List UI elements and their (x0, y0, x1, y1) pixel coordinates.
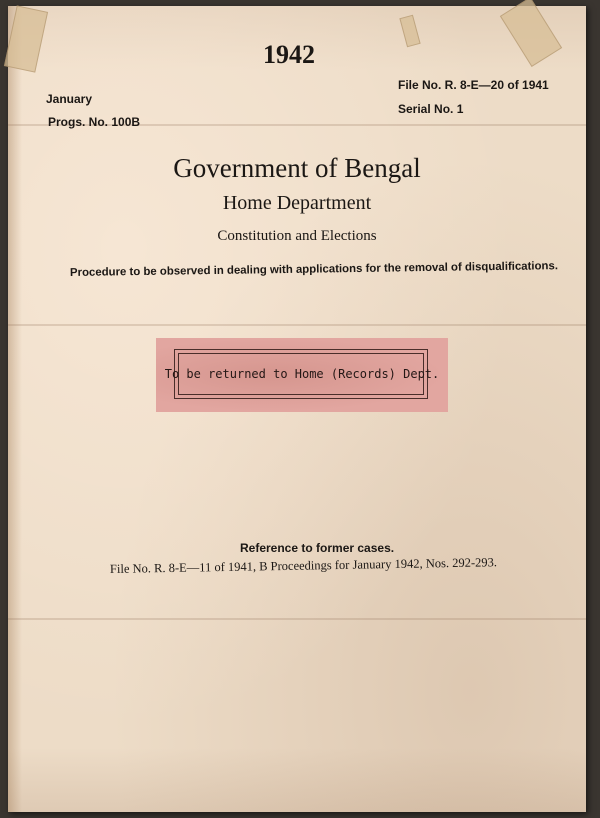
serial-number: Serial No. 1 (398, 102, 464, 116)
department-title: Home Department (222, 192, 372, 214)
page-edge-shadow (8, 6, 22, 812)
document-cover-page (8, 6, 586, 812)
progs-number: Progs. No. 100B (48, 115, 141, 129)
branch-title: Constitution and Elections (217, 228, 377, 244)
month-label: January (46, 92, 93, 106)
year-heading: 1942 (263, 40, 315, 69)
reference-heading: Reference to former cases. (240, 541, 395, 555)
subject-line: Procedure to be observed in dealing with applications for the removal of disqualifications. (69, 260, 559, 279)
reference-line: File No. R. 8-E—11 of 1941, B Proceedings for January 1942, Nos. 292-293. (109, 555, 498, 576)
stamp-text: To be returned to Home (Records) Dept. (164, 367, 440, 381)
paper-fold-line (8, 618, 586, 620)
paper-fold-line (8, 324, 586, 326)
file-number: File No. R. 8-E—20 of 1941 (398, 78, 549, 92)
government-title: Government of Bengal (173, 153, 421, 183)
records-stamp (156, 338, 448, 412)
tape-strip (500, 0, 562, 67)
tape-strip (399, 15, 420, 48)
